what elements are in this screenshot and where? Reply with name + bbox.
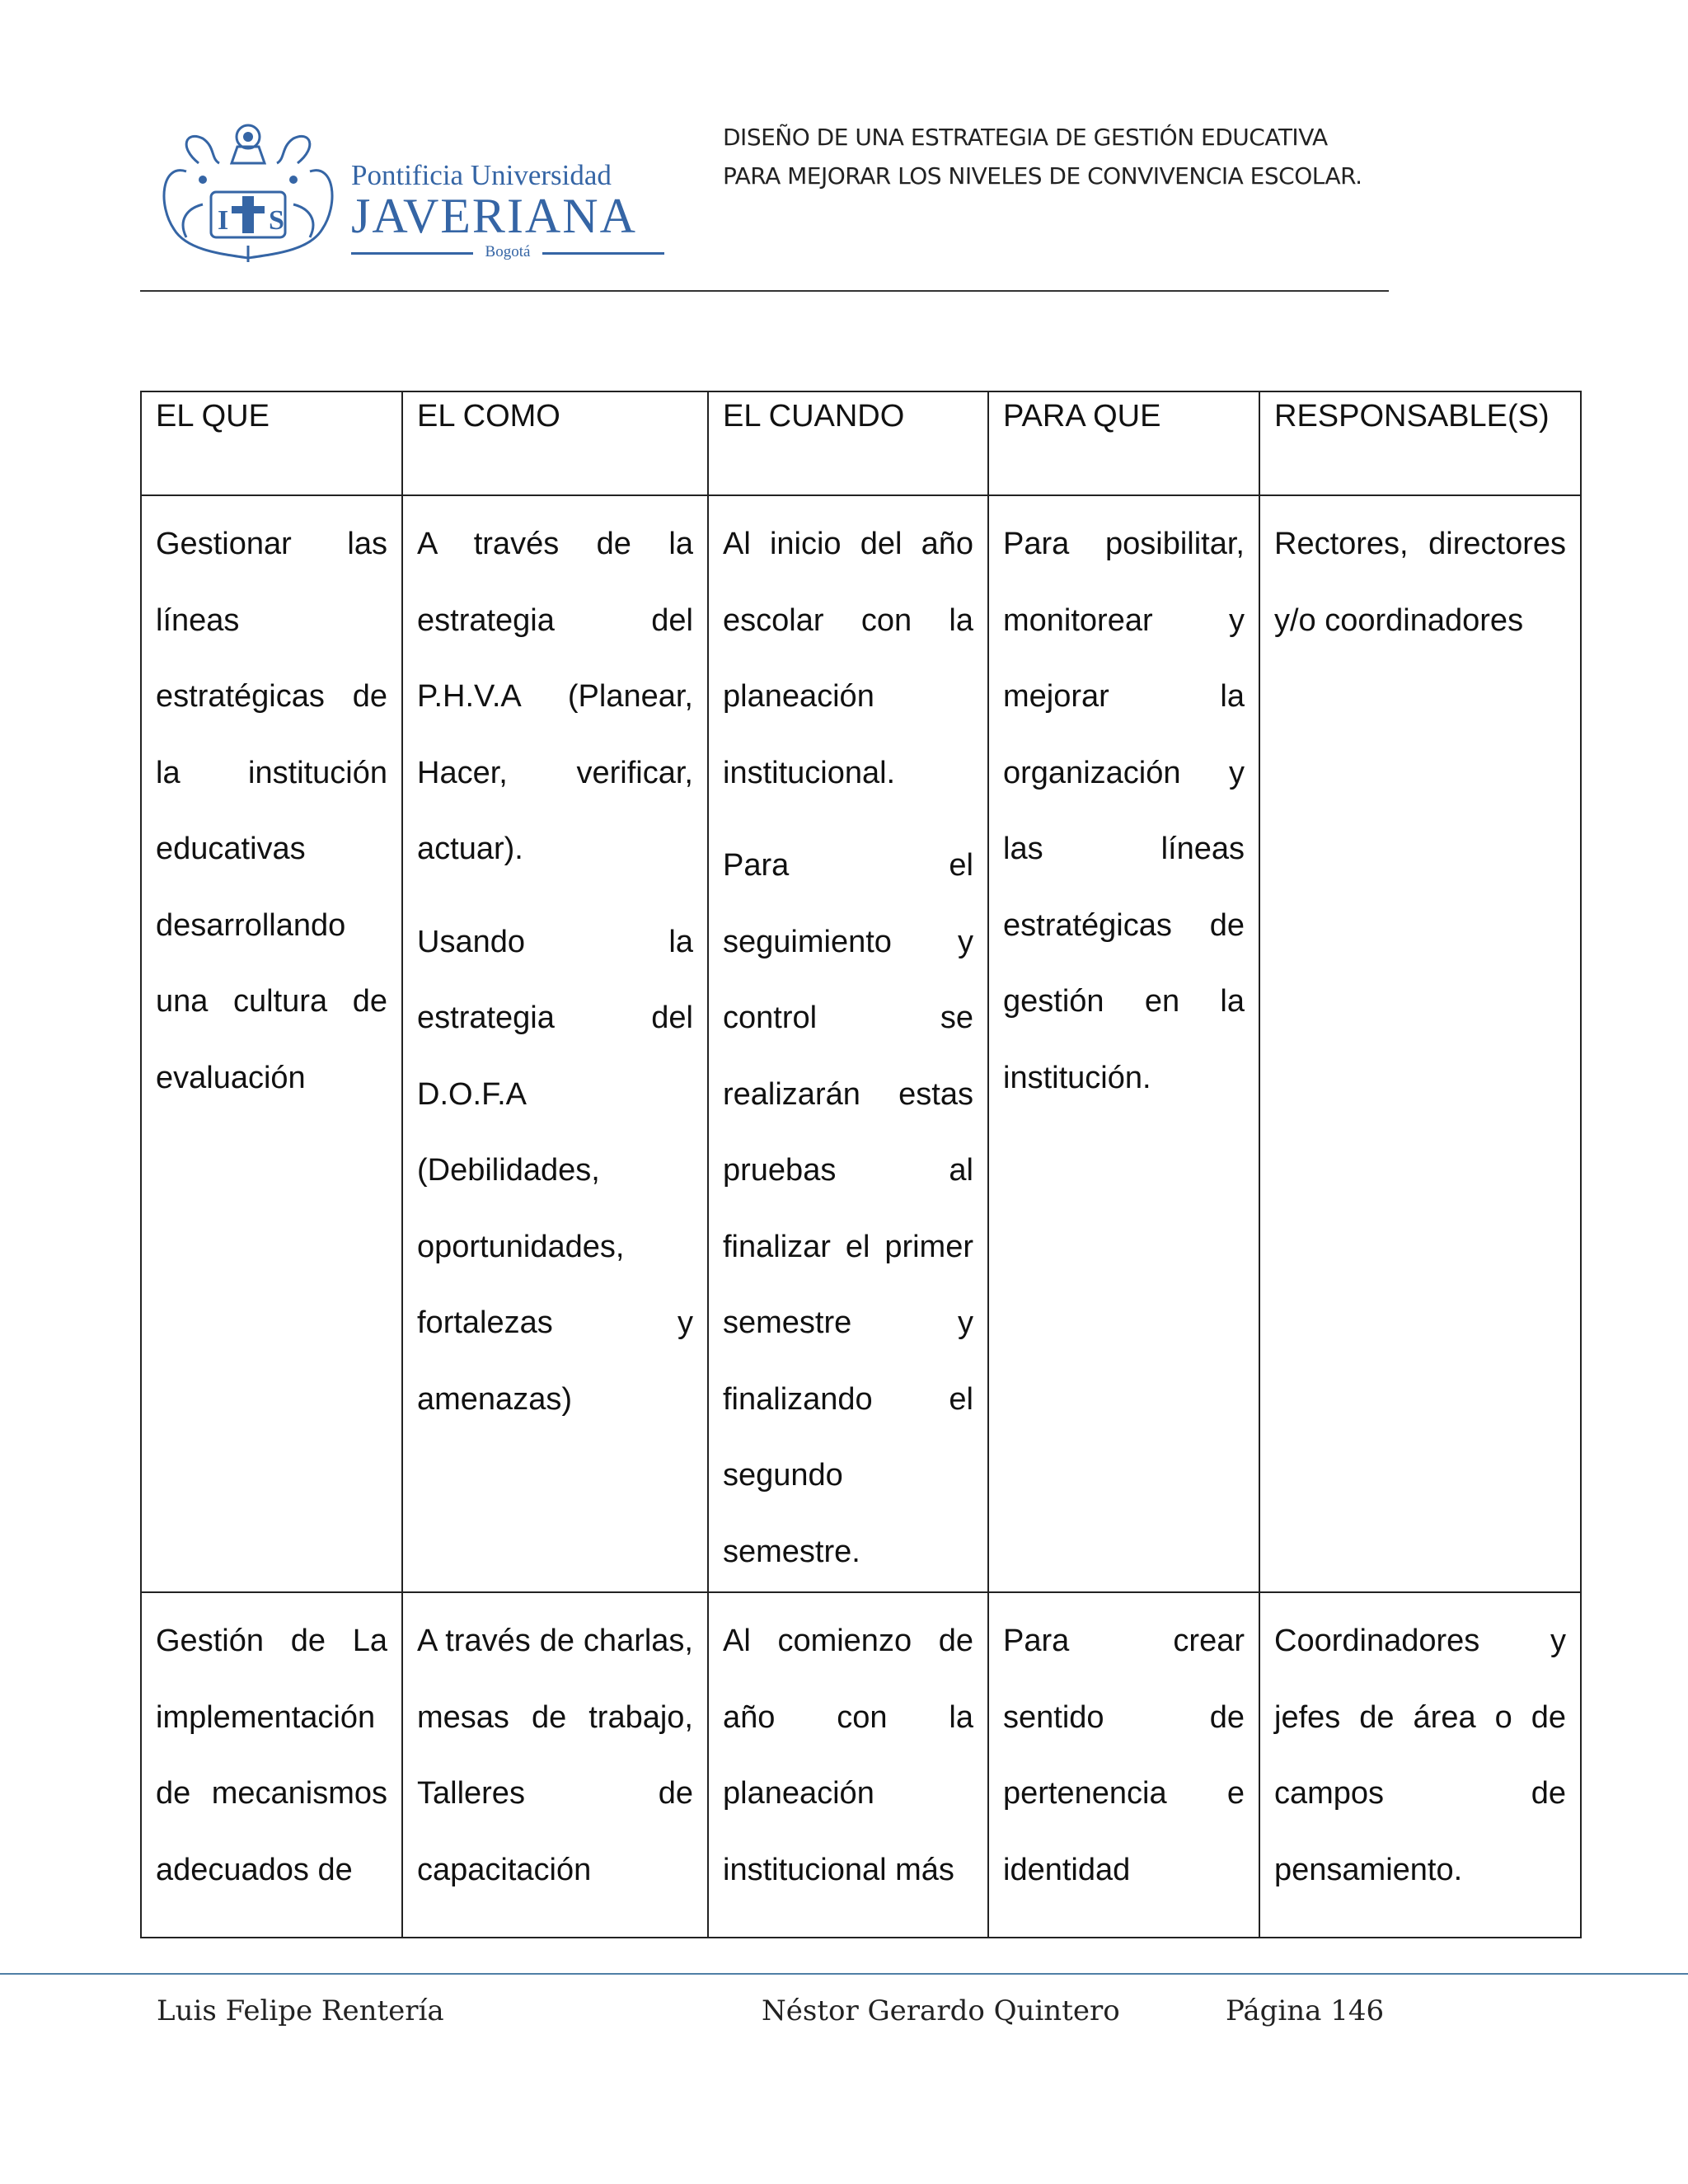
header-divider: [140, 290, 1389, 292]
footer-divider: [0, 1973, 1688, 1975]
cell-el-cuando: [708, 495, 988, 1592]
cell-el-como: A través de charlas, mesas de trabajo, Talleres de capacitación: [402, 1592, 708, 1938]
logo-wordmark: [351, 159, 664, 261]
column-header: EL QUE: [141, 391, 402, 495]
cell-el-como: [402, 495, 708, 1592]
column-header: RESPONSABLE(S): [1259, 391, 1581, 495]
footer-author-2: Néstor Gerardo Quintero: [762, 1994, 1120, 2027]
crest-icon: [153, 114, 343, 262]
cell-el-que: Gestión de La implementación de mecanismos adecuados de: [141, 1592, 402, 1938]
table-row: [141, 1592, 1581, 1938]
cell-el-como-paragraph: A través de la estrategia del P.H.V.A (Planear, Hacer, verificar, actuar).: [417, 527, 693, 866]
cell-para-que: Para crear sentido de pertenencia e identidad: [988, 1592, 1259, 1938]
svg-text:S: S: [269, 205, 284, 236]
svg-text:I: I: [218, 205, 229, 236]
logo-line-1: Pontificia Universidad: [351, 159, 612, 191]
logo-line-3: Bogotá: [351, 243, 664, 261]
document-header-title: [723, 118, 1362, 195]
column-header: EL COMO: [402, 391, 708, 495]
header-title-line-2: PARA MEJORAR LOS NIVELES DE CONVIVENCIA ESCOLAR.: [723, 162, 1362, 190]
university-logo: [153, 114, 664, 262]
logo-line-2: JAVERIANA: [351, 189, 637, 243]
cell-el-cuando: Al comienzo de año con la planeación institucional más: [708, 1592, 988, 1938]
cell-el-que: Gestionar las líneas estratégicas de la institución educativas desarrollando una cultura de evaluación: [141, 495, 402, 1592]
footer-author-1: Luis Felipe Rentería: [157, 1994, 444, 2027]
cell-responsables: Rectores, directores y/o coordinadores: [1259, 495, 1581, 1592]
table-header-row: [141, 391, 1581, 495]
table-row: [141, 495, 1581, 1592]
cell-el-cuando-paragraph: Para el seguimiento y control se realizarán estas pruebas al finalizar el primer semestre y finalizando el segundo semestre.: [723, 848, 973, 1569]
column-header: PARA QUE: [988, 391, 1259, 495]
page-number: Página 146: [1226, 1994, 1385, 2027]
header-title-line-1: DISEÑO DE UNA ESTRATEGIA DE GESTIÓN EDUCATIVA: [723, 124, 1328, 151]
cell-el-como-paragraph: Usando la estrategia del D.O.F.A (Debilidades, oportunidades, fortalezas y amenazas): [417, 924, 693, 1417]
column-header: EL CUANDO: [708, 391, 988, 495]
cell-para-que: Para posibilitar, monitorear y mejorar la organización y las líneas estratégicas de gestión en la institución.: [988, 495, 1259, 1592]
cell-el-cuando-paragraph: Al inicio del año escolar con la planeación institucional.: [723, 527, 973, 790]
strategy-table: [140, 391, 1582, 1938]
cell-responsables: Coordinadores y jefes de área o de campos de pensamiento.: [1259, 1592, 1581, 1938]
